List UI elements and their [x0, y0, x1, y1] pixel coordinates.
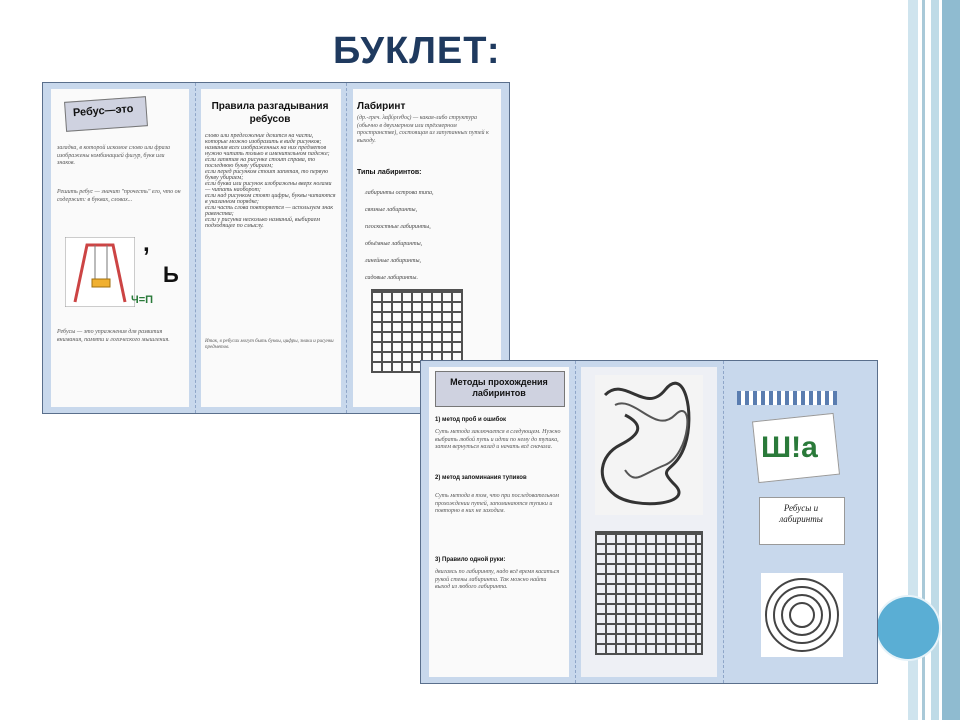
rule-item: если буква или рисунок изображены вверх ногами — читать наоборот; [205, 181, 332, 193]
round-maze-illustration [761, 573, 843, 657]
rule-item: если часть слова повторяется — используем знак равенства; [205, 205, 334, 217]
labyrinth-types-heading: Типы лабиринтов: [357, 169, 422, 176]
method-1-text: Суть метода заключается в следующем. Нужно выбрать любой путь и идти по нему до тупика, затем вернуться назад и начать всё сначала. [435, 429, 561, 450]
labyrinth-type: садовые лабиринты. [365, 275, 418, 281]
rule-item: названия всех изображенных на них предметов нужно читать только в именительном падеже; [205, 145, 330, 157]
rule-item: если запятая на рисунке стоит справа, то последнюю букву убираем; [205, 157, 316, 169]
rebus-heading: Ребус—это [72, 102, 134, 120]
cover-caption: Ребусы и лабиринты [779, 503, 823, 525]
labyrinth-type: связные лабиринты, [365, 207, 418, 213]
labyrinth-type: линейные лабиринты, [365, 258, 422, 264]
rebus-lead: загадка, в которой искомое слово или фраза изображены комбинацией фигур, букв или знаков. [57, 145, 170, 166]
labyrinth-intro: (др.-греч. λαβύρινθος) — какая-либо структура (обычно в двухмерном или трёхмерном пространстве), состоящая из запутанных путей к выходу. [357, 115, 489, 144]
logo-letters: Ш!а [761, 431, 818, 464]
method-1-title: 1) метод проб и ошибок [435, 417, 507, 423]
methods-heading: Методы прохождения лабиринтов [450, 377, 548, 399]
decor-stripe-4 [942, 0, 960, 720]
back-panel-cover [731, 367, 871, 677]
brochure-back [420, 360, 878, 684]
labyrinth-type: лабиринты острова типа, [365, 190, 434, 196]
method-2-title: 2) метод запоминания тупиков [435, 475, 527, 481]
labyrinth-type: объёмные лабиринты, [365, 241, 423, 247]
glyph-ch-p: Ч=П [131, 294, 154, 306]
rule-item: слово или предложение делится на части, которые можно изобразить в виде рисунков; [205, 133, 322, 145]
rule-item: если у рисунка несколько названий, выбираем подходящее по смыслу. [205, 217, 320, 229]
method-3-title: 3) Правило одной руки: [435, 557, 506, 563]
maze-grid-illustration [595, 531, 703, 655]
front-panel-rules [201, 89, 341, 407]
slide-title: БУКЛЕТ: [333, 30, 501, 72]
back-panel-mazes [581, 367, 717, 677]
method-2-text: Суть метода в том, что при последовательном прохождении путей, запоминаются тупики и повторно в них не заходим. [435, 493, 559, 514]
glyph-comma: , [143, 230, 150, 257]
rules-footer: Итак, в ребусах могут быть буквы, цифры, знаки и рисунки предметов. [205, 339, 334, 351]
rules-heading: Правила разгадывания ребусов [211, 101, 329, 125]
labyrinth-type: плоскостные лабиринты, [365, 224, 431, 230]
labyrinth-types-list [365, 185, 495, 287]
rule-item: если над рисунком стоят цифры, буквы читаются в указанном порядке; [205, 193, 336, 205]
back-panel-methods [429, 367, 569, 677]
rule-item: если перед рисунком стоит запятая, то первую букву убираем; [205, 169, 329, 181]
maze-swirl-illustration [595, 375, 703, 515]
method-3-text: двигаясь по лабиринту, надо всё время касаться рукой стены лабиринта. Так можно найти выход из любого лабиринта. [435, 569, 560, 590]
front-panel-rebus [51, 89, 189, 407]
rebus-footer: Ребусы — это упражнения для развития внимания, памяти и логического мышления. [57, 329, 170, 343]
glyph-soft-sign: Ь [163, 262, 179, 287]
labyrinth-heading: Лабиринт [357, 101, 406, 112]
rules-list [205, 133, 337, 229]
decor-circle [877, 597, 939, 659]
swing-illustration [65, 237, 135, 307]
rebus-decode: Решить ребус — значит "прочесть" его, что он содержит: в буквах, словах... [57, 189, 181, 203]
